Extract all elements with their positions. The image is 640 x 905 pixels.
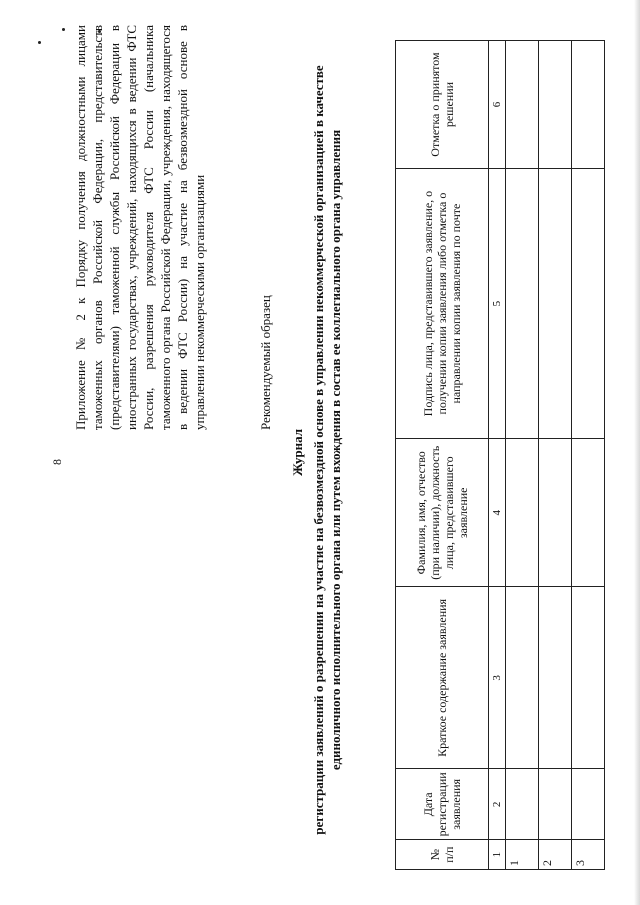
journal-table: [395, 40, 605, 870]
page-number: 8: [50, 459, 64, 465]
table-header-row: [396, 41, 489, 870]
column-number-row: [489, 41, 506, 870]
table-cell: 2: [539, 840, 572, 870]
appendix-text: Приложение № 2 к Порядку получения должностными лицами таможенных органов Российской Федерации, представительств (представителями) таможенной службы Российской Федерации в иностранных государствах, учреждений, находящихся в ведении ФТС России, разрешения руководителя ФТС России (начальника таможенного органа Российской Федерации, учреждения, находящегося в ведении ФТС России) на участие на безвозмездной основе в управлении некоммерческими организациями: [73, 25, 207, 430]
journal-title: Журнал: [290, 429, 305, 476]
column-number: 1: [489, 840, 506, 870]
table-cell: [506, 769, 539, 840]
column-number: 2: [489, 769, 506, 840]
table-cell: [539, 169, 572, 439]
table-cell: [572, 769, 605, 840]
table-cell: [572, 169, 605, 439]
journal-subtitle: регистрации заявлений о разрешении на участие на безвозмездной основе в управлении некоммерческой организацией в качестве единоличного исполнительного органа или путем вхождения в состав ее коллегиального органа управления: [311, 65, 343, 835]
table-cell: 1: [506, 840, 539, 870]
header-number: № п/п: [396, 840, 489, 870]
table-row: [506, 41, 539, 870]
table-cell: [572, 41, 605, 169]
column-number: 5: [489, 169, 506, 439]
column-number: 6: [489, 41, 506, 169]
header-signature: Подпись лица, представившего заявление, о получении копии заявления либо отметка о направлении копии заявления по почте: [396, 169, 489, 439]
table-cell: [572, 439, 605, 587]
column-number: 3: [489, 587, 506, 769]
header-name: Фамилия, имя, отчество (при наличии), должность лица, представившего заявление: [396, 439, 489, 587]
column-number: 4: [489, 439, 506, 587]
table-cell: [539, 439, 572, 587]
table-cell: [506, 439, 539, 587]
table-cell: [539, 587, 572, 769]
table-cell: [506, 169, 539, 439]
table-cell: 3: [572, 840, 605, 870]
table-row: [539, 41, 572, 870]
table-cell: [539, 769, 572, 840]
header-decision: Отметка о принятом решении: [396, 41, 489, 169]
table-cell: [539, 41, 572, 169]
header-summary: Краткое содержание заявления: [396, 587, 489, 769]
table-cell: [506, 587, 539, 769]
recommended-label: Рекомендуемый образец: [258, 295, 273, 430]
table-row: [572, 41, 605, 870]
table-cell: [506, 41, 539, 169]
header-date: Дата регистрации заявления: [396, 769, 489, 840]
table-cell: [572, 587, 605, 769]
